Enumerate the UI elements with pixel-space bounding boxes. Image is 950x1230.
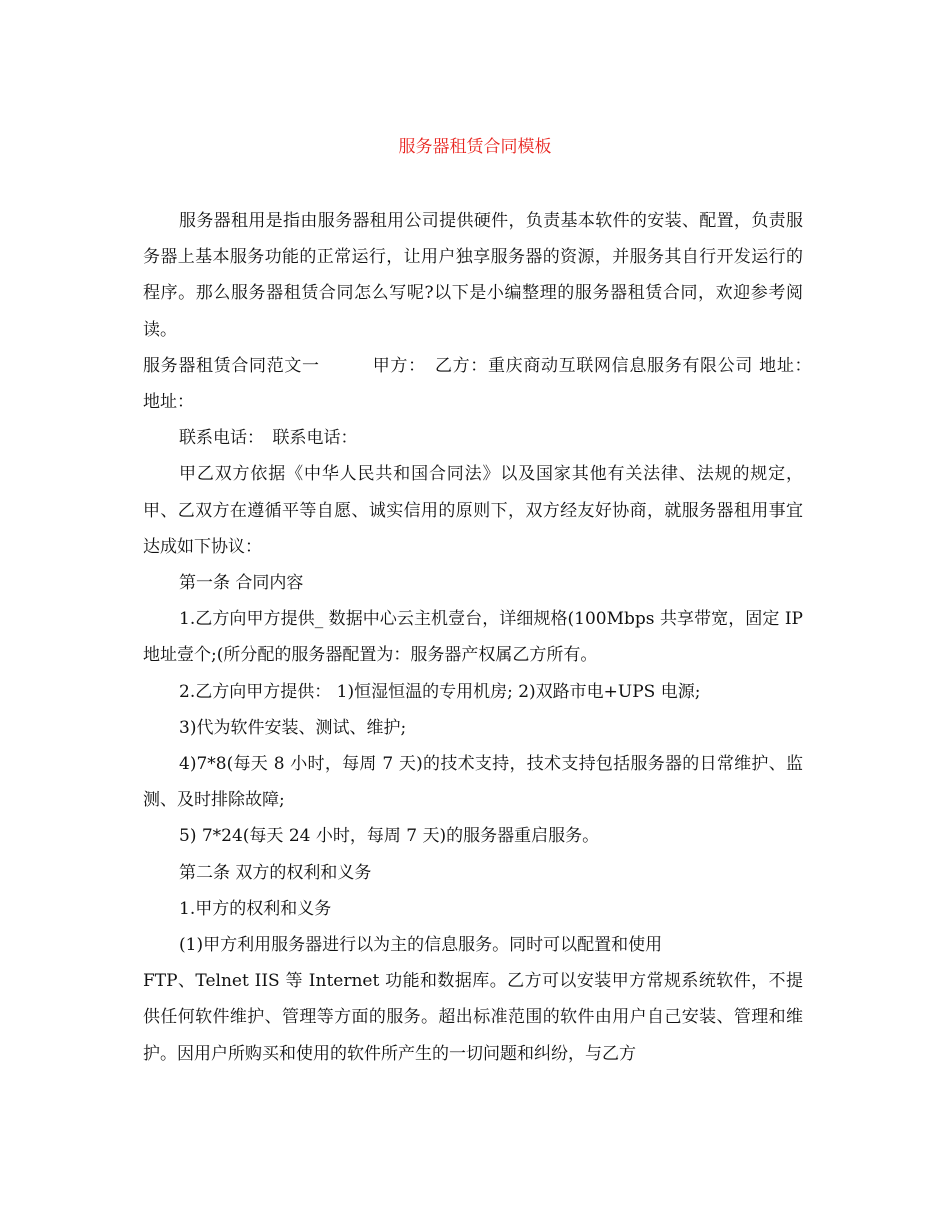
document-title: 服务器租赁合同模板 [398, 137, 552, 157]
article-1-item-3: 3)代为软件安装、测试、维护; [179, 717, 407, 738]
article-1-item-1: 1.乙方向甲方提供_ 数据中心云主机壹台，详细规格(100Mbps 共享带宽，固定 IP 地址壹个;(所分配的服务器配置为：服务器产权属乙方所有。 [143, 609, 803, 666]
article-2-clause-1: (1)甲方利用服务器进行以为主的信息服务。同时可以配置和使用 [179, 935, 663, 956]
document-body [143, 203, 820, 1072]
paragraph-contact: 联系电话： 联系电话： [179, 428, 358, 449]
article-2-heading: 第二条 双方的权利和义务 [179, 862, 372, 883]
paragraph-agreement-basis: 甲乙双方依据《中华人民共和国合同法》以及国家其他有关法律、法规的规定，甲、乙双方在遵循平等自愿、诚实信用的原则下，双方经友好协商，就服务器租用事宜达成如下协议： [143, 464, 803, 557]
article-1-item-5: 5) 7*24(每天 24 小时，每周 7 天)的服务器重启服务。 [179, 826, 600, 847]
article-1-item-2: 2.乙方向甲方提供： 1)恒湿恒温的专用机房; 2)双路市电+UPS 电源; [179, 681, 701, 702]
paragraph-intro: 服务器租用是指由服务器租用公司提供硬件，负责基本软件的安装、配置，负责服务器上基本服务功能的正常运行，让用户独享服务器的资源，并服务其自行开发运行的程序。那么服务器租赁合同怎么写呢?以下是小编整理的服务器租赁合同，欢迎参考阅读。 [143, 211, 803, 340]
article-1-item-4: 4)7*8(每天 8 小时，每周 7 天)的技术支持，技术支持包括服务器的日常维护、监测、及时排除故障; [143, 754, 803, 811]
article-2-clause-1-continued: FTP、Telnet IIS 等 Internet 功能和数据库。乙方可以安装甲方常规系统软件，不提供任何软件维护、管理等方面的服务。超出标准范围的软件由用户自己安装、管理和维护。因用户所购买和使用的软件所产生的一切问题和纠纷，与乙方 [143, 971, 803, 1064]
paragraph-parties: 服务器租赁合同范文一 甲方： 乙方：重庆商动互联网信息服务有限公司 地址： 地址： [143, 355, 820, 413]
article-1-heading: 第一条 合同内容 [179, 573, 304, 594]
article-2-section-1: 1.甲方的权利和义务 [179, 898, 332, 919]
